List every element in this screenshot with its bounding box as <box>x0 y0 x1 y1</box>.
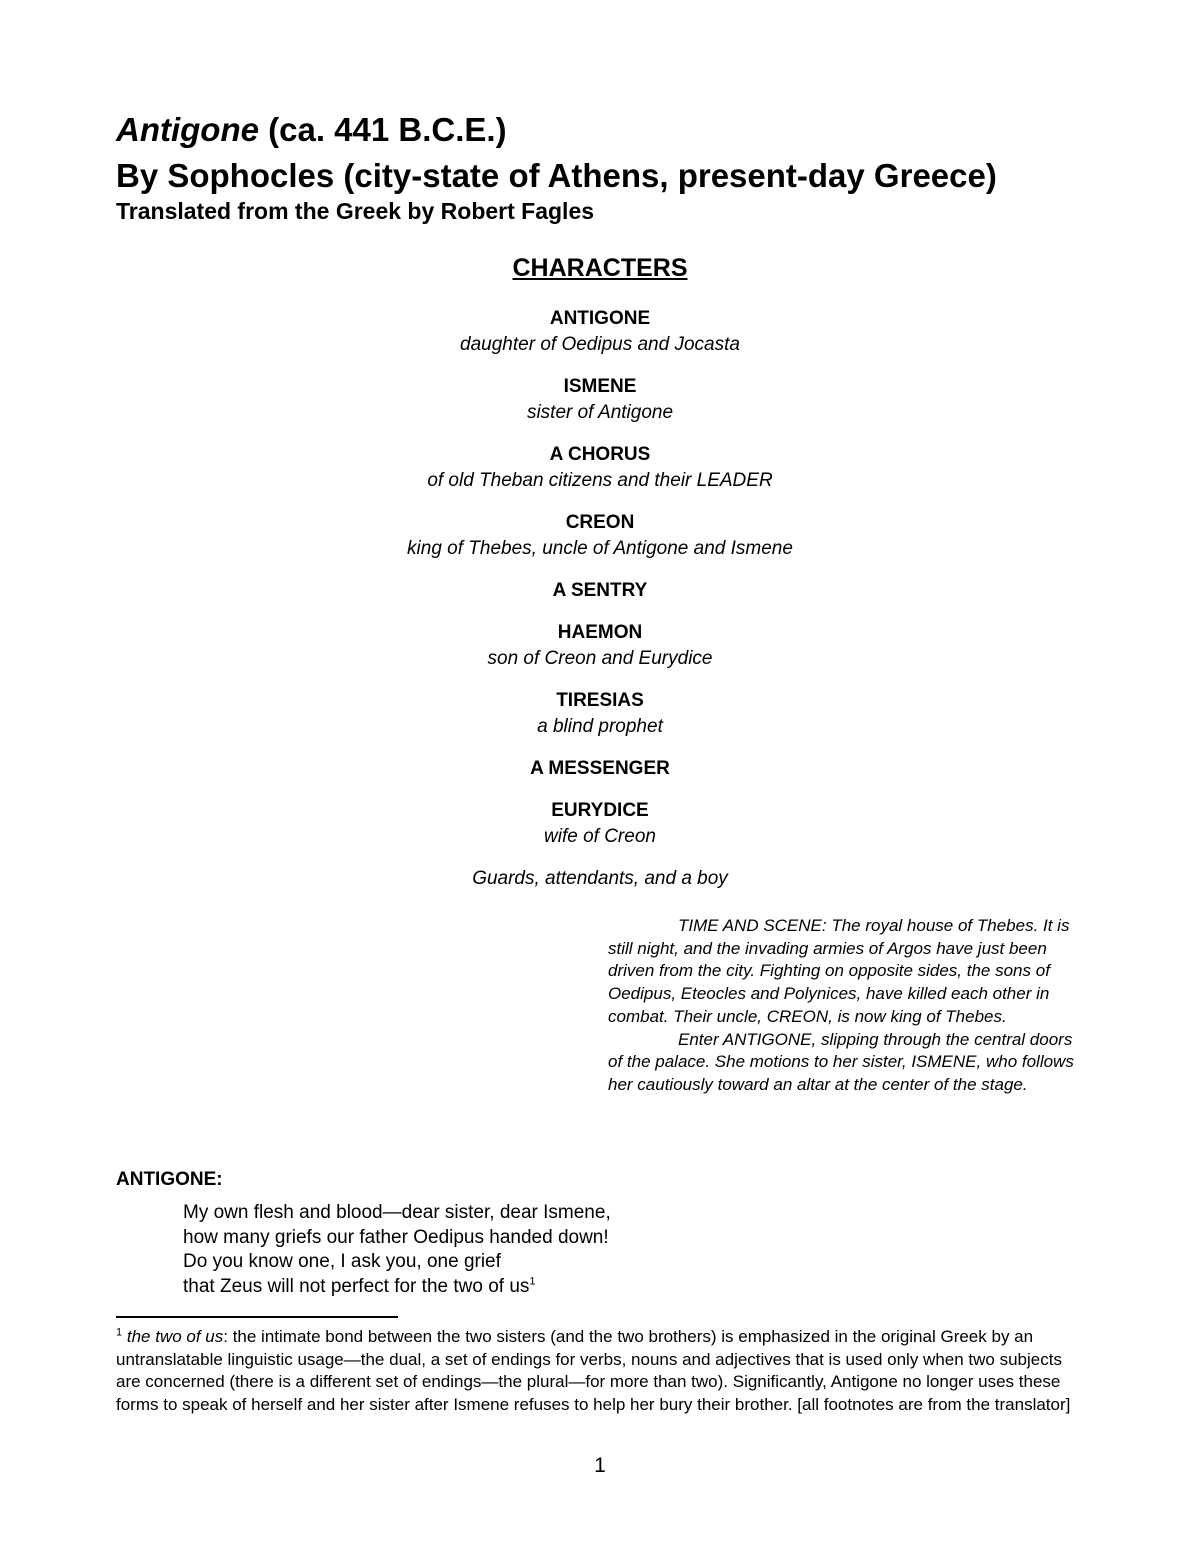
character-name: TIRESIAS <box>556 690 644 711</box>
translator-line: Translated from the Greek by Robert Fagles <box>116 198 595 224</box>
footnote-separator <box>116 1316 398 1318</box>
verse-line-with-note <box>183 1275 611 1300</box>
characters-heading: CHARACTERS <box>512 254 688 282</box>
character-description: king of Thebes, uncle of Antigone and Ismene <box>407 538 793 559</box>
character-entry <box>0 798 1200 850</box>
speaker-label: ANTIGONE: <box>116 1169 223 1190</box>
character-description: daughter of Oedipus and Jocasta <box>460 334 740 355</box>
character-description: sister of Antigone <box>526 402 674 423</box>
character-entry <box>0 578 1200 604</box>
verse-block <box>183 1201 611 1299</box>
character-entry <box>0 756 1200 782</box>
character-entry <box>0 688 1200 740</box>
verse-line: that Zeus will not perfect for the two of us <box>183 1275 530 1297</box>
footnote-term: the two of us <box>126 1327 224 1346</box>
play-title-date: (ca. 441 B.C.E.) <box>258 111 507 148</box>
character-description: of old Theban citizens and their LEADER <box>427 470 773 491</box>
footnote-text: : the intimate bond between the two sisters (and the two brothers) is emphasized in the original Greek by an untranslatable linguistic usage—the dual, a set of endings for verbs, nouns and adjectives that is used only when two subjects are concerned (there is a different set of endings—the plural—for more than two). Significantly, Antigone no longer uses these forms to speak of herself and her sister after Ismene refuses to help her bury their brother. [all footnotes are from the translator] <box>116 1327 1071 1415</box>
character-entry <box>0 510 1200 562</box>
footnote <box>116 1326 1088 1417</box>
stage-direction <box>608 915 1088 1097</box>
character-description: wife of Creon <box>544 826 656 847</box>
footnote-number: 1 <box>116 1326 123 1339</box>
page-number: 1 <box>594 1454 606 1477</box>
character-entry <box>0 442 1200 494</box>
character-name: ANTIGONE <box>549 308 651 329</box>
character-entry <box>0 374 1200 426</box>
character-description: a blind prophet <box>537 716 663 737</box>
character-entry <box>0 306 1200 358</box>
verse-line: My own flesh and blood—dear sister, dear Ismene, <box>183 1202 611 1223</box>
verse-line: how many griefs our father Oedipus handed down! <box>183 1226 609 1248</box>
verse-line: Do you know one, I ask you, one grief <box>183 1251 501 1272</box>
character-entry <box>0 620 1200 672</box>
stage-direction-entrance: Enter ANTIGONE, slipping through the central doors of the palace. She motions to her sister, ISMENE, who follows her cautiously toward an altar at the center of the stage. <box>608 1029 1074 1094</box>
character-name: A MESSENGER <box>530 758 670 779</box>
character-description: son of Creon and Eurydice <box>487 648 713 669</box>
character-name: HAEMON <box>557 622 643 643</box>
character-name: EURYDICE <box>551 800 649 821</box>
character-name: ISMENE <box>563 376 637 397</box>
character-name: CREON <box>565 512 635 533</box>
extras-note: Guards, attendants, and a boy <box>472 868 728 889</box>
character-name: A SENTRY <box>552 580 648 601</box>
play-title-italic: Antigone <box>116 111 259 148</box>
play-title <box>116 108 507 152</box>
character-name: A CHORUS <box>549 444 651 465</box>
stage-direction-time-scene: TIME AND SCENE: The royal house of Thebes. It is still night, and the invading armies of Argos have just been driven from the city. Fighting on opposite sides, the sons of Oedipus, Eteocles and Polynices, have killed each other in combat. Their uncle, CREON, is now king of Thebes. <box>608 916 1070 1026</box>
author-line: By Sophocles (city-state of Athens, present-day Greece) <box>116 157 997 194</box>
footnote-reference[interactable]: 1 <box>529 1275 536 1288</box>
character-list <box>0 306 1200 892</box>
